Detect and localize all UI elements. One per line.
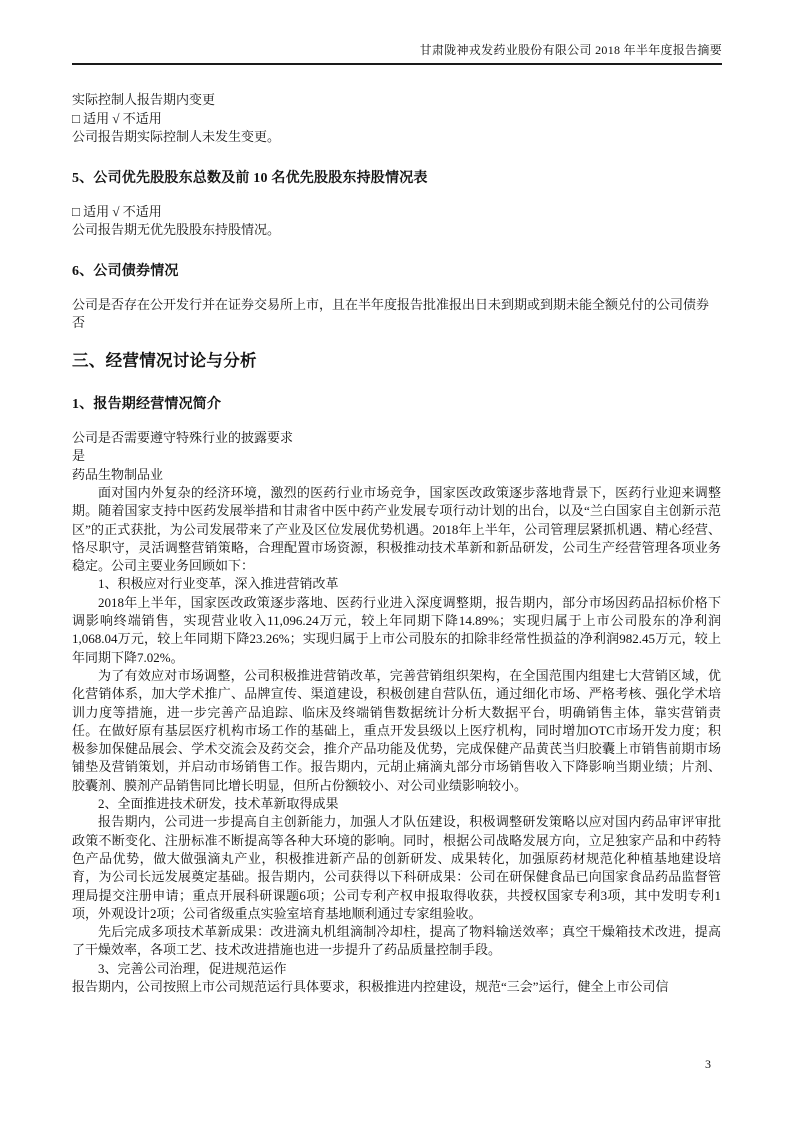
header-title: 甘肃陇神戎发药业股份有限公司 2018 年半年度报告摘要 <box>419 43 722 57</box>
actual-controller-statement: 公司报告期实际控制人未发生变更。 <box>72 129 281 144</box>
rd-achievements-paragraph: 报告期内，公司进一步提高自主创新能力，加强人才队伍建设，积极调整研发策略以应对国内药品审评审批政策不断变化、注册标准不断提高等各种大环境的影响。同时，根据公司战略发展方向，立足独家产品和中药特色产品优势，做大做强滴丸产业，积极推进新产品的创新研发、成果转化，加强原药材规范化种植基地建设培育，为公司长远发展奠定基础。报告期内，公司获得以下科研成果：公司在研保健食品已向国家食品药品监督管理局提交注册申请；重点开展科研课题6项；公司专利产权申报取得收获，共授权国家专利3项，其中发明专利1项，外观设计2项；公司省级重点实验室培育基地顺利通过专家组验收。 <box>72 814 721 921</box>
special-industry-answer: 是 <box>72 448 86 463</box>
page-header <box>72 42 722 65</box>
bond-question-line: 公司是否存在公开发行并在证券交易所上市，且在半年度报告批准报出日未到期或到期未能全额兑付的公司债券 <box>72 296 710 312</box>
rd-achievements-subtitle: 2、全面推进技术研发，技术革新取得成果 <box>98 796 339 812</box>
section-5-heading: 5、公司优先股股东总数及前 10 名优先股股东持股情况表 <box>72 170 428 186</box>
bond-answer-line: 否 <box>72 315 86 330</box>
actual-controller-change-title: 实际控制人报告期内变更 <box>72 92 216 107</box>
marketing-measures-paragraph: 为了有效应对市场调整，公司积极推进营销改革，完善营销组织架构，在全国范围内组建七大营销区域，优化营销体系，加大学术推广、品牌宣传、渠道建设，积极创建自营队伍，通过细化市场、严格考核、强化学术培训力度等措施，进一步完善产品追踪、临床及终端销售数据统计分析大数据平台，明确销售主体，靠实营销责任。在做好原有基层医疗机构市场工作的基础上，重点开发县级以上医疗机构，同时增加OTC市场开发力度；积极参加保健品展会、学术交流会及药交会，推介产品功能及优势，完成保健产品黄芪当归胶囊上市销售前期市场铺垫及营销策划，并启动市场销售工作。报告期内，元胡止痛滴丸部分市场销售收入下降影响当期业绩；片剂、胶囊剂、膜剂产品销售同比增长明显，但所占份额较小、对公司业绩影响较小。 <box>72 667 721 793</box>
technical-innovation-paragraph: 先后完成多项技术革新成果：改进滴丸机组滴制冷却柱，提高了物料输送效率；真空干燥箱技术改进，提高了干燥效率，各项工艺、技术改进措施也进一步提升了药品质量控制手段。 <box>72 924 721 958</box>
applicable-checkbox-line-1: □ 适用 √ 不适用 <box>72 110 162 126</box>
special-industry-question: 公司是否需要遵守特殊行业的披露要求 <box>72 429 294 445</box>
section-6-heading: 6、公司债券情况 <box>72 263 179 279</box>
document-content <box>72 91 721 996</box>
financial-results-paragraph: 2018年上半年，国家医改政策逐步落地、医药行业进入深度调整期，报告期内，部分市场因药品招标价格下调影响终端销售，实现营业收入11,096.24万元，较上年同期下降14.89%；实现归属于上市公司股东的净利润1,068.04万元，较上年同期下降23.26%；实现归属于上市公司股东的扣除非经常性损益的净利润982.45万元，较上年同期下降7.02%。 <box>72 594 721 665</box>
governance-subtitle: 3、完善公司治理，促进规范运作 <box>98 960 287 976</box>
page-number: 3 <box>705 1057 711 1071</box>
marketing-reform-subtitle: 1、积极应对行业变革，深入推进营销改革 <box>98 576 339 592</box>
chapter-3-heading: 三、经营情况讨论与分析 <box>72 350 257 370</box>
business-overview-paragraph: 面对国内外复杂的经济环境，激烈的医药行业市场竞争，国家医改政策逐步落地背景下，医药行业迎来调整期。随着国家支持中医药发展举措和甘肃省中医中药产业发展专项行动计划的出台，以及“兰白国家自主创新示范区”的正式获批，为公司发展带来了产业及区位发展优势机遇。2018年上半年，公司管理层紧抓机遇、精心经营、恪尽职守，灵活调整营销策略，合理配置市场资源，积极推动技术革新和新品研发，公司生产经营管理各项业务稳定。公司主要业务回顾如下： <box>72 485 721 574</box>
governance-paragraph: 报告期内，公司按照上市公司规范运行具体要求，积极推进内控建设，规范“三会”运行，健全上市公司信 <box>72 979 669 995</box>
applicable-checkbox-line-2: □ 适用 √ 不适用 <box>72 203 162 219</box>
industry-category-line: 药品生物制品业 <box>72 466 164 482</box>
preferred-shares-statement: 公司报告期无优先股股东持股情况。 <box>72 222 281 237</box>
subsection-1-heading: 1、报告期经营情况简介 <box>72 396 222 412</box>
